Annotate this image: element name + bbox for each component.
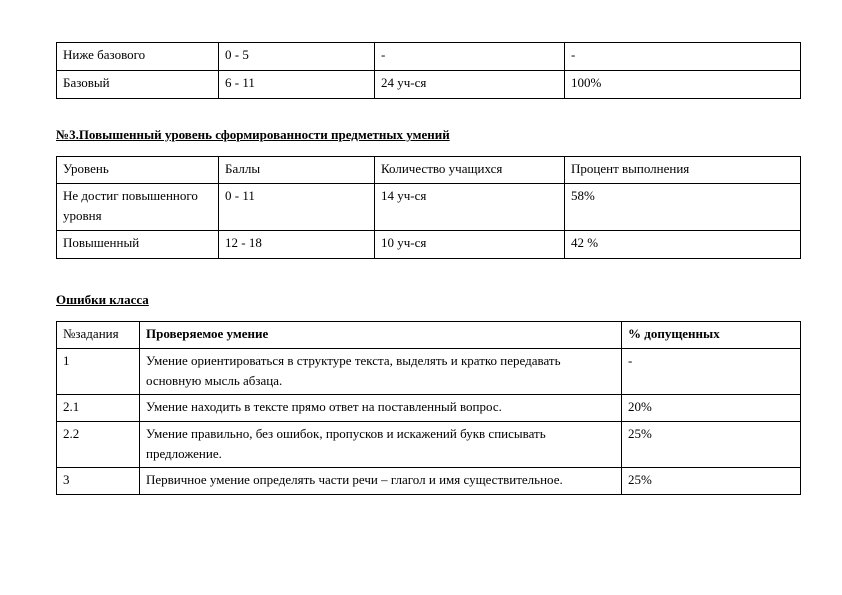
- column-header: % допущенных: [622, 322, 801, 349]
- levels-table-basic: [56, 42, 801, 99]
- table-cell: 12 - 18: [219, 231, 375, 259]
- table-row: [57, 184, 801, 231]
- column-header: Проверяемое умение: [140, 322, 622, 349]
- table-cell: 42 %: [565, 231, 801, 259]
- section-heading-class-errors: Ошибки класса: [56, 292, 149, 307]
- table-cell: 25%: [622, 468, 801, 495]
- table-cell: 25%: [622, 422, 801, 468]
- table-row: [57, 349, 801, 395]
- table-cell: 24 уч-ся: [375, 71, 565, 99]
- table-row: [57, 43, 801, 71]
- table-cell: Умение находить в тексте прямо ответ на поставленный вопрос.: [140, 395, 622, 422]
- column-header: Баллы: [219, 157, 375, 184]
- table-cell: 0 - 11: [219, 184, 375, 231]
- table-cell: 14 уч-ся: [375, 184, 565, 231]
- table-row: [57, 231, 801, 259]
- table-row: [57, 422, 801, 468]
- table-cell: Не достиг повышенного уровня: [57, 184, 219, 231]
- table-cell: -: [622, 349, 801, 395]
- table-row: [57, 468, 801, 495]
- table-cell: 100%: [565, 71, 801, 99]
- table-cell: -: [565, 43, 801, 71]
- table-cell: 0 - 5: [219, 43, 375, 71]
- table-cell: 3: [57, 468, 140, 495]
- table-cell: Умение правильно, без ошибок, пропусков и искажений букв списывать предложение.: [140, 422, 622, 468]
- column-header: №задания: [57, 322, 140, 349]
- table-cell: 1: [57, 349, 140, 395]
- table-row: [57, 395, 801, 422]
- table-cell: 10 уч-ся: [375, 231, 565, 259]
- table-header-row: [57, 322, 801, 349]
- table-header-row: [57, 157, 801, 184]
- table-cell: 20%: [622, 395, 801, 422]
- table-cell: Ниже базового: [57, 43, 219, 71]
- levels-table-advanced: [56, 156, 801, 259]
- class-errors-table: [56, 321, 801, 495]
- column-header: Уровень: [57, 157, 219, 184]
- table-row: [57, 71, 801, 99]
- table-cell: 2.2: [57, 422, 140, 468]
- table-cell: Повышенный: [57, 231, 219, 259]
- table-cell: -: [375, 43, 565, 71]
- table-cell: 6 - 11: [219, 71, 375, 99]
- table-cell: 58%: [565, 184, 801, 231]
- table-cell: Умение ориентироваться в структуре текста, выделять и кратко передавать основную мысль абзаца.: [140, 349, 622, 395]
- column-header: Процент выполнения: [565, 157, 801, 184]
- table-cell: Базовый: [57, 71, 219, 99]
- section-heading-advanced-level: №3.Повышенный уровень сформированности предметных умений: [56, 127, 450, 142]
- table-cell: Первичное умение определять части речи – глагол и имя существительное.: [140, 468, 622, 495]
- table-cell: 2.1: [57, 395, 140, 422]
- column-header: Количество учащихся: [375, 157, 565, 184]
